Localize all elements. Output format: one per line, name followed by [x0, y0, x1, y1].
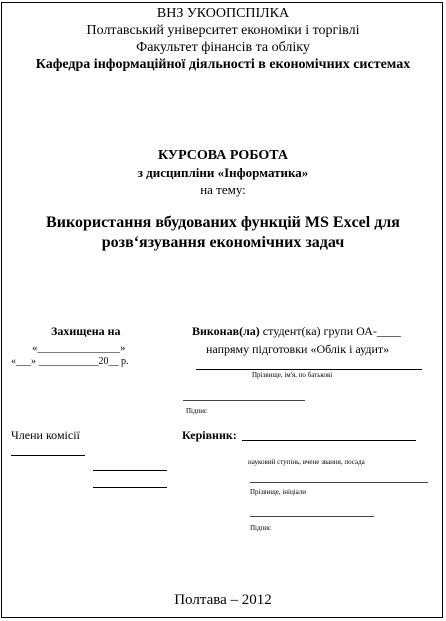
supervisor-degree-caption: науковий ступінь, вчене звання, посада [248, 458, 365, 466]
performer-label [192, 324, 401, 339]
topic-intro: на тему: [200, 182, 246, 197]
city-year: Полтава – 2012 [174, 592, 272, 608]
supervisor-position-line [250, 482, 428, 483]
work-type: КУРСОВА РОБОТА [157, 148, 289, 163]
topic-line-2: розв‘язування економічних задач [101, 234, 345, 251]
performer-label-bold: Виконав(ла) [192, 324, 260, 338]
performer-label-rest: студент(ка) групи ОА-____ [259, 324, 401, 338]
commission-line-1 [11, 455, 85, 456]
defense-score-placeholder: «_______________» [32, 342, 126, 354]
header-department: Кафедра інформаційної діяльності в економічних системах [35, 57, 411, 72]
commission-line-3 [93, 487, 167, 488]
header-faculty: Факультет фінансів та обліку [136, 40, 310, 55]
performer-signature-caption: Підпис [186, 407, 208, 415]
performer-signature-line [183, 400, 305, 401]
defense-label: Захищена на [51, 324, 121, 338]
discipline: з дисципліни «Інформатика» [137, 165, 309, 180]
header-organization: ВНЗ УКООПСПІЛКА [156, 6, 290, 21]
performer-name-caption: Прізвище, ім'я, по батькові [252, 371, 333, 379]
header-university: Полтавський університет економіки і торгівлі [86, 23, 360, 38]
defense-date-placeholder: «___» ____________20__ р. [11, 356, 129, 367]
topic-line-1: Використання вбудованих функцій MS Excel для [46, 214, 400, 231]
commission-label: Члени комісії [11, 428, 80, 442]
supervisor-name-line [242, 440, 416, 441]
commission-line-2 [93, 470, 167, 471]
supervisor-signature-line [250, 516, 374, 517]
page-border [1, 2, 443, 618]
supervisor-signature-caption: Підпис [250, 524, 272, 532]
supervisor-name-caption: Прізвище, ініціали [250, 488, 307, 496]
supervisor-label: Керівник: [182, 428, 237, 442]
performer-direction: напряму підготовки «Облік і аудит» [206, 342, 390, 356]
performer-name-line [196, 369, 422, 370]
